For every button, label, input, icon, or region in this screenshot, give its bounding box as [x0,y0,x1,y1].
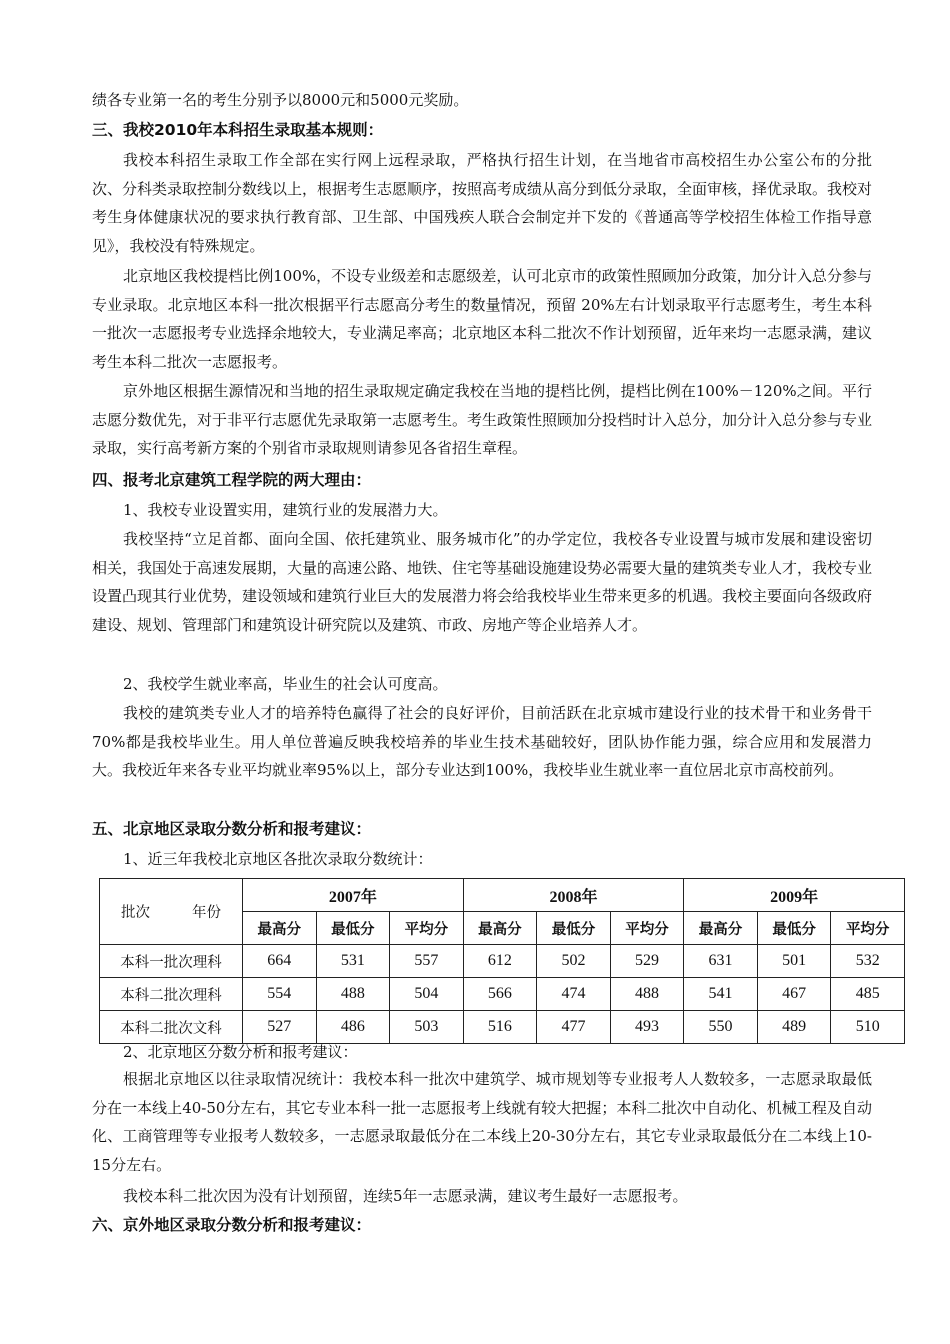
section-heading-4: 四、报考北京建筑工程学院的两大理由： [92,471,372,489]
row-label: 本科一批次理科 [100,945,243,978]
section-heading-5: 五、北京地区录取分数分析和报考建议： [92,820,372,838]
subheader-max: 最高分 [684,912,758,945]
subheader-min: 最低分 [316,912,390,945]
row-label: 本科二批次文科 [100,1011,243,1044]
paragraph-analysis-title: 2、北京地区分数分析和报考建议： [123,1043,358,1061]
table-cell: 488 [316,978,390,1011]
table-cell: 554 [243,978,317,1011]
row-label: 本科二批次理科 [100,978,243,1011]
table-cell: 541 [684,978,758,1011]
table-cell: 631 [684,945,758,978]
table-cell: 531 [316,945,390,978]
paragraph-analysis-body: 根据北京地区以往录取情况统计：我校本科一批次中建筑学、城市规划等专业报考人人数较多，一志愿录取最低分在一本线上40-50分左右，其它专业本科一批一志愿报考上线就有较大把握；本科二批次中自动化、机械工程及自动化、工商管理等专业报考人数较多，一志愿录取最低分在二本线上20-30分左右，其它专业录取最低分在二本线上10-15分左右。 [92,1070,872,1174]
paragraph-award-continuation: 绩各专业第一名的考生分别予以8000元和5000元奖励。 [92,91,469,109]
paragraph-reason-1-title: 1、我校专业设置实用，建筑行业的发展潜力大。 [123,501,448,519]
corner-label-batch: 批次 [121,905,150,921]
section-heading-3: 三、我校2010年本科招生录取基本规则： [92,121,384,139]
paragraph-admission-rules: 我校本科招生录取工作全部在实行网上远程录取，严格执行招生计划，在当地省市高校招生办公室公布的分批次、分科类录取控制分数线以上，根据考生志愿顺序，按照高考成绩从高分到低分录取，全面审核，择优录取。我校对考生身体健康状况的要求执行教育部、卫生部、中国残疾人联合会制定并下发的《普通高等学校招生体检工作指导意见》，我校没有特殊规定。 [92,151,873,255]
table-row [100,945,905,978]
subheader-max: 最高分 [243,912,317,945]
paragraph-batch2-advice: 我校本科二批次因为没有计划预留，连续5年一志愿录满，建议考生最好一志愿报考。 [123,1187,688,1205]
paragraph-reason-1-body: 我校坚持“立足首都、面向全国、依托建筑业、服务城市化”的办学定位，我校各专业设置与城市发展和建设密切相关，我国处于高速发展期，大量的高速公路、地铁、住宅等基础设施建设势必需要大量的建筑类专业人才，我校专业设置凸现其行业优势，建设领域和建筑行业巨大的发展潜力将会给我校毕业生带来更多的机遇。我校主要面向各级政府建设、规划、管理部门和建筑设计研究院以及建筑、市政、房地产等企业培养人才。 [92,530,873,634]
table-cell: 467 [757,978,831,1011]
table-cell: 529 [610,945,684,978]
table-row [100,978,905,1011]
table-cell: 664 [243,945,317,978]
table-cell: 477 [537,1011,611,1044]
corner-label-year: 年份 [192,905,221,921]
table-cell: 503 [390,1011,464,1044]
table-cell: 510 [831,1011,905,1044]
table-cell: 502 [537,945,611,978]
subheader-avg: 平均分 [390,912,464,945]
table-cell: 532 [831,945,905,978]
table-cell: 493 [610,1011,684,1044]
table-cell: 501 [757,945,831,978]
paragraph-reason-2-body: 我校的建筑类专业人才的培养特色赢得了社会的良好评价，目前活跃在北京城市建设行业的技术骨干和业务骨干70%都是我校毕业生。用人单位普遍反映我校培养的毕业生技术基础较好，团队协作能力强，综合应用和发展潜力大。我校近年来各专业平均就业率95%以上，部分专业达到100%，我校毕业生就业率一直位居北京市高校前列。 [92,704,872,779]
admission-scores-table [99,878,905,1044]
table-cell: 550 [684,1011,758,1044]
table-cell: 488 [610,978,684,1011]
table-corner-cell [100,879,243,945]
table-cell: 557 [390,945,464,978]
year-header-2008: 2008年 [463,879,684,912]
subheader-min: 最低分 [537,912,611,945]
paragraph-table-caption: 1、近三年我校北京地区各批次录取分数统计： [123,850,433,868]
paragraph-reason-2-title: 2、我校学生就业率高，毕业生的社会认可度高。 [123,675,448,693]
table-cell: 612 [463,945,537,978]
table-cell: 485 [831,978,905,1011]
table-cell: 527 [243,1011,317,1044]
section-heading-6: 六、京外地区录取分数分析和报考建议： [92,1216,372,1234]
table-cell: 504 [390,978,464,1011]
subheader-avg: 平均分 [831,912,905,945]
subheader-min: 最低分 [757,912,831,945]
paragraph-beijing-rules: 北京地区我校提档比例100%，不设专业级差和志愿级差，认可北京市的政策性照顾加分政策，加分计入总分参与专业录取。北京地区本科一批次根据平行志愿高分考生的数量情况，预留 20%左右计划录取平行志愿考生，考生本科一批次一志愿报考专业选择余地较大，专业满足率高；北京地区本科二批次不作计划预留，近年来均一志愿录满，建议考生本科二批次一志愿报考。 [92,267,873,371]
table-cell: 516 [463,1011,537,1044]
subheader-max: 最高分 [463,912,537,945]
year-header-2007: 2007年 [243,879,464,912]
table-cell: 486 [316,1011,390,1044]
table-cell: 566 [463,978,537,1011]
subheader-avg: 平均分 [610,912,684,945]
paragraph-outside-beijing-rules: 京外地区根据生源情况和当地的招生录取规定确定我校在当地的提档比例，提档比例在100%－120%之间。平行志愿分数优先，对于非平行志愿优先录取第一志愿考生。考生政策性照顾加分投档时计入总分，加分计入总分参与专业录取，实行高考新方案的个别省市录取规则请参见各省招生章程。 [92,382,873,457]
table-cell: 474 [537,978,611,1011]
table-header-row [100,879,905,912]
table-cell: 489 [757,1011,831,1044]
year-header-2009: 2009年 [684,879,905,912]
